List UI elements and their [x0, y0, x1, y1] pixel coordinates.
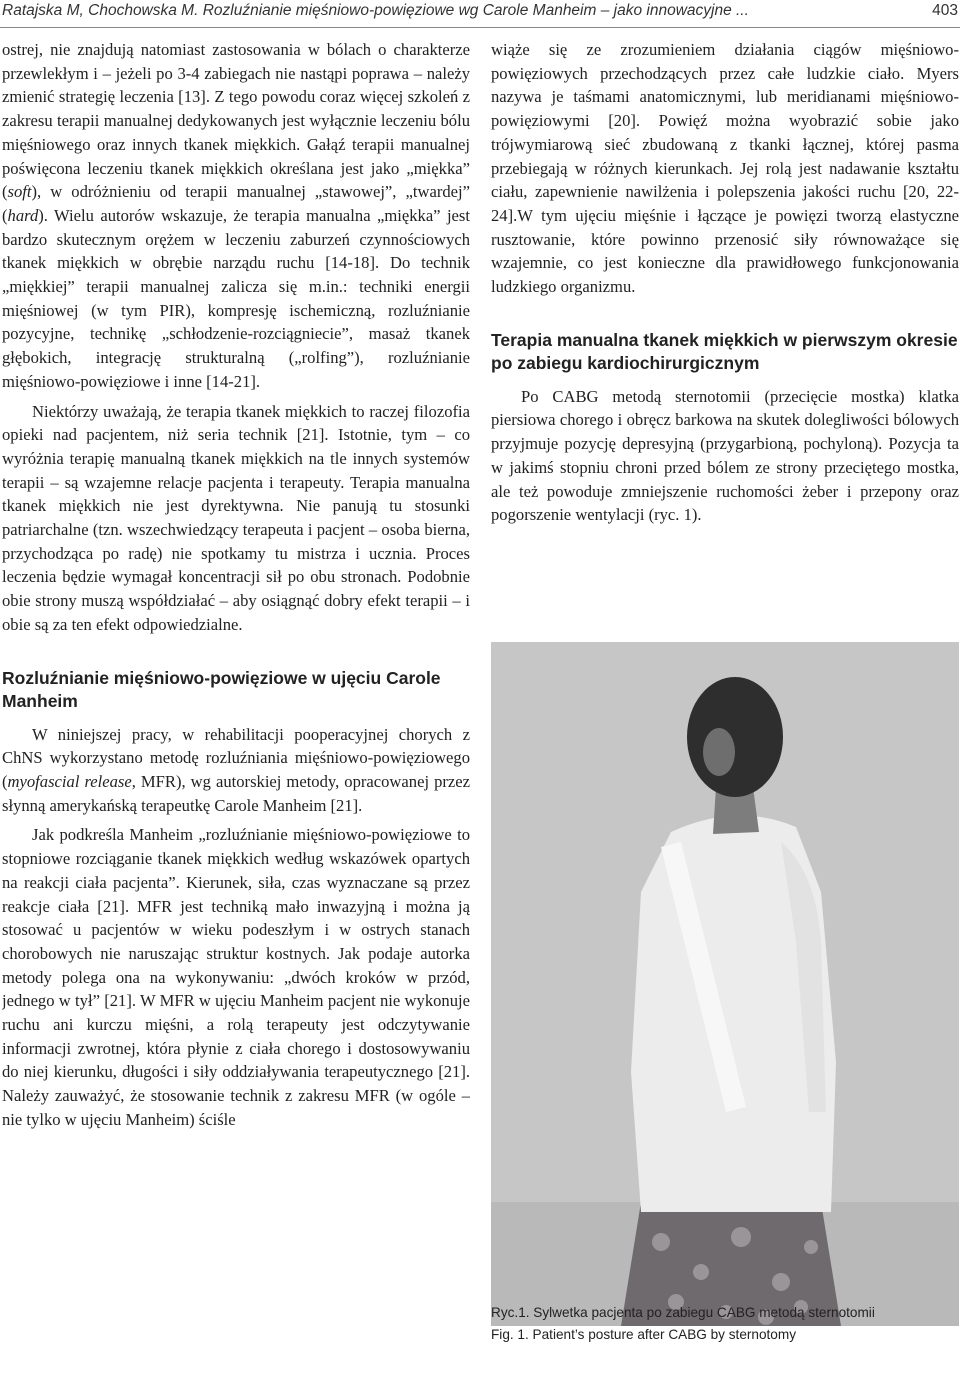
- paragraph: Jak podkreśla Manheim „rozluźnianie mięśniowo-powięziowe to stopniowe rozciąganie tkanek miękkich według wskazówek opartych na reakcji ciała pacjenta”. Kierunek, siła, czas wyznaczane są przez reakcje ciała [21]. MFR jest techniką mało inwazyjną i można ją stosować u pacjentów w wieku podeszłym i w ostrych stanach chorobowych nie naruszając struktur kostnych. Jak podaje autorka metody polega ona na wykonywaniu: „dwóch kroków w przód, jednego w tył” [21]. W MFR w ujęciu Manheim pacjent nie wykonuje ruchu ani kurczu mięśni, a rolą terapeuty jest odczytywanie informacji zwrotnej, która płynie z ciała chorego i dostosowywaniu do niej kierunku, długości i siły oddziaływania terapeutycznego [21]. Należy zauważyć, że stosowanie technik z zakresu MFR (w ogóle – nie tylko w ujęciu Manheim) ściśle: [2, 825, 470, 1129]
- paragraph: wiąże się ze zrozumieniem działania ciągów mięśniowo-powięziowych przechodzących przez całe ludzkie ciało. Myers nazywa je taśmami anatomicznymi, lub meridianami mięśniowo-powięziowymi [20]. Powięź można wyobrazić sobie jako trójwymiarową sieć zbudowaną z tkanki łącznej, której pasma przebiegają w różnych kierunkach. Jej rolą jest nadawanie kształtu ciału, zapewnienie nawilżenia i polepszenia jakości ruchu [20, 22-24].W tym ujęciu mięśnie i łączące je powięzi tworzą elastyczne rusztowanie, które powinno przenosić siły równoważące się wzajemnie, co jest konieczne dla prawidłowego funkcjonowania ludzkiego organizmu.: [491, 40, 959, 297]
- text-run: ), w odróżnieniu od terapii manualnej „stawowej”, „twardej” (: [2, 182, 470, 225]
- running-title: Ratajska M, Chochowska M. Rozluźnianie mięśniowo-powięziowe wg Carole Manheim – jako innowacyjne ...: [2, 2, 749, 19]
- paragraph: [2, 723, 470, 818]
- italic-term: soft: [7, 182, 32, 202]
- page-number: 403: [932, 2, 958, 19]
- paragraph: Po CABG metodą sternotomii (przecięcie mostka) klatka piersiowa chorego i obręcz barkowa na skutek dolegliwości bólowych przyjmuje pozycję depresyjną (przygarbioną, pochyloną). Pozycja ta w jakimś stopniu chroni przed bólem ze strony przeciętego mostka, ale też powoduje zmniejszenie ruchomości żeber i przepony oraz pogorszenie wentylacji (ryc. 1).: [491, 386, 959, 525]
- paragraph: Niektórzy uważają, że terapia tkanek miękkich to raczej filozofia opieki nad pacjentem, niż seria technik [21]. Istotnie, tym – co wyróżnia terapię manualną tkanek miękkich na tle innych systemów terapii – są wzajemne relacje pacjenta i terapeuty. Terapia manualna tkanek miękkich nie jest dyrektywna. Nie panują tu stosunki patriarchalne (tzn. wszechwiedzący terapeuta i pacjent – osoba bierna, przychodząca po radę) nie spotkamy tu mistrza i ucznia. Proces leczenia będzie wymagał koncentracji sił po obu stronach. Podobnie obie strony muszą współdziałać – aby osiągnąć dobry efekt terapii – i obie są za ten efekt odpowiedzialne.: [2, 401, 470, 634]
- section-heading: Rozluźnianie mięśniowo-powięziowe w ujęciu Carole Manheim: [2, 667, 441, 711]
- figure-caption: [491, 1302, 959, 1346]
- text-run: ostrej, nie znajdują natomiast zastosowania w bólach o charakterze przewlekłym i – jeżeli po 3-4 zabiegach nie nastąpi poprawa – należy zmienić strategię leczenia [13]. Z tego powodu coraz więcej szkoleń z zakresu terapii manualnej dedykowanych jest wyłącznie leczeniu bólu mięśniowego oraz innych tkanek miękkich. Gałąź terapii manualnej poświęcona leczeniu tkanek miękkich określana jest jako „miękka” (: [2, 40, 470, 202]
- header-rule: [0, 27, 960, 28]
- caption-polish: Ryc.1. Sylwetka pacjenta po zabiegu CABG metodą sternotomii: [491, 1305, 875, 1320]
- left-column: [2, 38, 470, 1393]
- text-run: , MFR), wg autorskiej metody, opracowanej przez słynną amerykańską terapeutkę Carole Manheim [21].: [2, 771, 470, 815]
- text-run: ). Wielu autorów wskazuje, że terapia manualna „miękka” jest bardzo skutecznym orężem w leczeniu zaburzeń czynnościowych tkanek miękkich w obrębie narządu ruchu [14-18]. Do technik „miękkiej” terapii manualnej zalicza się m.in.: techniki energii mięśniowej (w tym PIR), kompresję ischemiczną, rozluźnianie pozycyjne, technikę „schłodzenie-rozciągniecie”, masaż tkanek głębokich, integrację strukturalną („rolfing”), rozluźnianie mięśniowo-powięziowe i inne [14-21].: [2, 205, 470, 391]
- italic-term: myofascial release: [7, 771, 132, 791]
- text-run: W niniejszej pracy, w rehabilitacji pooperacyjnej chorych z ChNS wykorzystano metodę rozluźniania mięśniowo-powięziowego (: [2, 724, 470, 791]
- right-column: [491, 38, 959, 1393]
- figure-photo: [491, 642, 959, 1326]
- caption-english: Fig. 1. Patient’s posture after CABG by sternotomy: [491, 1327, 796, 1342]
- italic-term: hard: [7, 205, 39, 225]
- running-header: [0, 0, 960, 26]
- paragraph: [2, 38, 470, 394]
- patient-silhouette-image: [491, 642, 959, 1326]
- section-heading: Terapia manualna tkanek miękkich w pierwszym okresie po zabiegu kardiochirurgicznym: [491, 329, 958, 373]
